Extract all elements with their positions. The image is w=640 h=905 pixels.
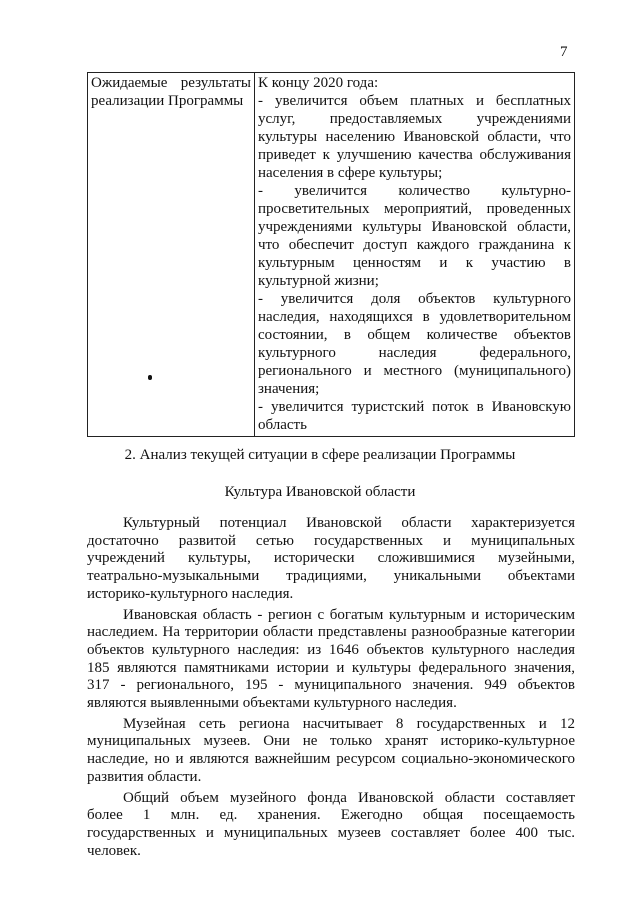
content-line: значения; — [258, 381, 320, 397]
paragraph-line: Культурный потенциал Ивановской области характеризуется — [123, 515, 575, 531]
page-number: 7 — [560, 44, 568, 60]
label-line: реализации Программы — [91, 93, 244, 109]
content-line: область — [258, 417, 307, 433]
paragraph-line: театрально-музыкальными традициями, уникальными объектами — [87, 568, 575, 585]
content-line: наследия, находящихся в удовлетворительном — [258, 309, 571, 325]
content-line: просветительных мероприятий, проведенных — [258, 201, 571, 217]
content-line: населения в сфере культуры; — [258, 165, 443, 181]
paragraph — [87, 515, 575, 604]
content-line: - увеличится количество культурно- — [258, 183, 571, 199]
paragraph-line: историко-культурного наследия. — [87, 585, 294, 602]
subheading: Культура Ивановской области — [224, 484, 416, 500]
paragraph-line: человек. — [87, 842, 141, 859]
content-line: К концу 2020 года: — [258, 75, 379, 91]
paragraph — [87, 607, 575, 713]
paragraph-line: наследием. На территории области представлены разнообразные категории — [87, 624, 575, 641]
content-line: состоянии, в общем количестве объектов — [258, 327, 571, 343]
content-line: культурным ценностям и к участию в — [258, 255, 571, 271]
content-line: что обеспечит доступ каждого гражданина к — [258, 237, 571, 253]
paragraph-line: достаточно развитой сетью государственных и муниципальных — [87, 532, 575, 549]
paragraph-line: наследие, но и являются важнейшим ресурсом социально-экономического — [87, 751, 575, 768]
paragraph-line: более 1 млн. ед. хранения. Ежегодно общая посещаемость — [87, 807, 575, 824]
paragraph-line: муниципальных музеев. Они не только хранят историко-культурное — [87, 733, 575, 750]
body-text — [87, 515, 575, 863]
paragraph-line: Ивановская область - регион с богатым культурным и историческим — [123, 606, 575, 623]
content-line: культурной жизни; — [258, 273, 379, 289]
table-row — [88, 73, 575, 437]
paragraph-line: учреждений культуры, исторически сложившимися музейными, — [87, 550, 575, 567]
content-line: приведет к улучшению качества обслуживания — [258, 147, 571, 163]
section-heading: 2. Анализ текущей ситуации в сфере реализации Программы — [124, 447, 516, 463]
paragraph-line: 317 - регионального, 195 - муниципального значения. 949 объектов — [87, 677, 575, 694]
paragraph-line: Музейная сеть региона насчитывает 8 государственных и 12 — [123, 715, 575, 732]
paragraph-line: развития области. — [87, 768, 202, 785]
content-line: - увеличится объем платных и бесплатных — [258, 93, 571, 109]
bullet-mark — [148, 375, 152, 380]
content-line: услуг, предоставляемых учреждениями — [258, 111, 571, 127]
paragraph-line: государственных и муниципальных музеев составляет более 400 тыс. — [87, 824, 575, 841]
content-line: - увеличится туристский поток в Ивановскую — [258, 399, 571, 415]
paragraph — [87, 790, 575, 861]
content-line: культурного наследия федерального, — [258, 345, 571, 361]
content-line: культуры населению Ивановской области, что — [258, 129, 571, 145]
content-line: регионального и местного (муниципального) — [258, 363, 571, 379]
label-line: Ожидаемые результаты — [91, 75, 251, 91]
paragraph-line: 185 являются памятниками истории и культуры федерального значения, — [87, 659, 575, 676]
content-line: - увеличится доля объектов культурного — [258, 291, 571, 307]
label-cell — [88, 73, 255, 437]
paragraph-line: Общий объем музейного фонда Ивановской области составляет — [123, 789, 575, 806]
content-line: учреждениями культуры Ивановской области, — [258, 219, 571, 235]
results-table — [87, 72, 575, 437]
paragraph — [87, 716, 575, 787]
paragraph-line: являются выявленными объектами культурного наследия. — [87, 695, 457, 712]
paragraph-line: объектов культурного наследия: из 1646 объектов культурного наследия — [87, 641, 575, 658]
content-cell — [255, 73, 575, 437]
